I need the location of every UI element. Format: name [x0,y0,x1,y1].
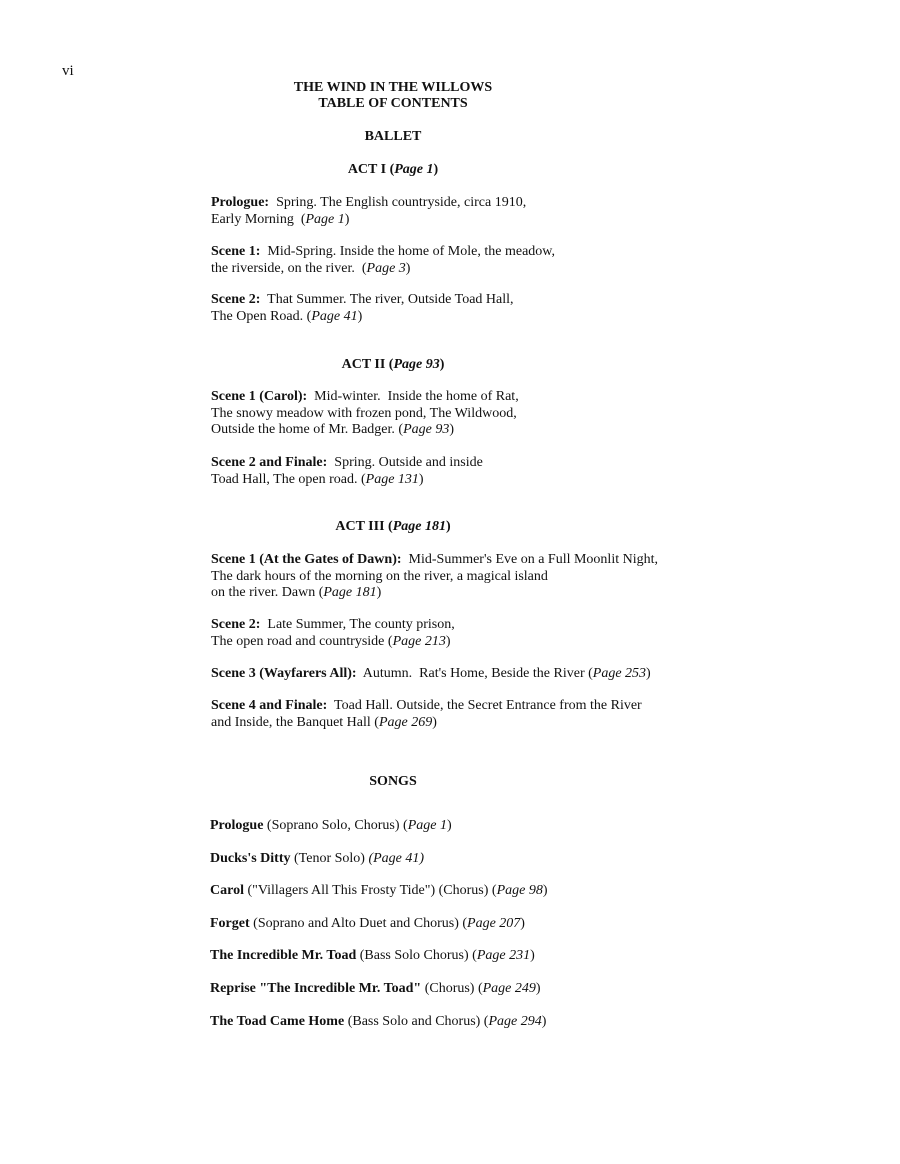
page-ref: Page 269 [378,714,433,730]
entry-text: (Tenor Solo) [290,851,369,866]
entry-text: on the river. Dawn ( [211,585,324,600]
entry-text: ) [432,714,437,730]
scene-line [211,634,455,651]
page-ref: Page 41 [311,308,358,324]
page-ref: Page 181 [323,585,377,600]
entry-text: Outside the home of Mr. Badger. ( [211,422,404,437]
entry-title: The Toad Came Home [210,1014,345,1029]
entry-title: Ducks's Ditty [210,851,291,866]
entry-text: Toad Hall. Outside, the Secret Entrance from the River [327,698,642,713]
scene-title: Scene 1: [211,244,261,259]
act-heading [0,357,786,374]
entry-text: (Soprano and Alto Duet and Chorus) ( [249,916,468,931]
act-close: ) [433,162,439,177]
scene-line [211,585,658,602]
document-subtitle: TABLE OF CONTENTS [318,96,468,111]
scene-line [211,406,519,423]
entry-text: The open road and countryside ( [211,633,393,649]
scene-line [211,244,555,261]
entry-text: and Inside, the Banquet Hall ( [211,714,379,730]
page-ref: (Page 41) [368,851,425,866]
entry-text: ) [405,260,411,276]
page-ref: Page 93 [403,422,450,437]
scene-entry [211,389,519,439]
scene-entry [211,698,642,731]
song-entry [210,916,525,933]
entry-text: ) [449,422,455,437]
act-close: ) [439,357,445,372]
act-heading [0,519,786,536]
entry-text: The snowy meadow with frozen pond, The Wildwood, [211,405,517,421]
scene-line [211,472,483,489]
scene-title: Scene 1 (Carol): [211,389,308,404]
entry-text: Mid-Spring. Inside the home of Mole, the meadow, [260,244,555,259]
scene-title: Scene 2 and Finale: [211,455,328,470]
entry-text: ) [357,308,363,324]
scene-line [211,455,483,472]
act-heading [0,162,786,179]
scene-line [211,617,455,634]
scene-line [211,212,526,229]
entry-text: the riverside, on the river. ( [211,260,367,276]
page-ref: Page 294 [488,1014,542,1029]
ballet-heading: BALLET [364,129,422,144]
entry-text: ) [344,211,350,227]
song-entry [210,1014,546,1031]
entry-text: ) [542,883,548,898]
scene-line [211,389,519,406]
entry-text: (Soprano Solo, Chorus) ( [263,818,408,833]
entry-text: Spring. Outside and inside [327,455,483,470]
entry-text: (Bass Solo and Chorus) ( [344,1014,489,1029]
entry-text: ) [445,633,451,649]
scene-title: Scene 1 (At the Gates of Dawn): [211,552,402,567]
page-ref: Page 131 [365,471,419,487]
scene-entry [211,244,555,277]
entry-text: (Bass Solo Chorus) ( [356,948,477,963]
act-page-ref: Page 93 [393,357,440,372]
entry-text: ) [376,585,382,600]
page-ref: Page 1 [407,818,447,833]
page-ref: Page 1 [305,211,345,227]
scene-line [211,309,514,326]
page-ref: Page 207 [467,916,521,931]
page-ref: Page 98 [496,883,543,898]
scene-line [211,666,651,683]
page-ref: Page 3 [366,260,406,276]
scene-entry [211,617,455,650]
entry-text: Mid-Summer's Eve on a Full Moonlit Night, [401,552,658,567]
scene-entry [211,552,658,602]
entry-title: The Incredible Mr. Toad [210,948,357,963]
entry-title: Prologue [210,818,264,833]
scene-entry [211,666,651,683]
entry-text: Mid-winter. Inside the home of Rat, [307,389,519,404]
entry-text: ) [446,818,452,833]
act-page-ref: Page 1 [394,162,434,177]
entry-text: ) [646,666,651,681]
entry-text: ) [535,981,541,996]
page-ref: Page 249 [482,981,536,996]
page-number: vi [62,63,74,79]
entry-text: Toad Hall, The open road. ( [211,471,366,487]
entry-text: ("Villagers All This Frosty Tide") (Chorus) ( [243,883,497,898]
page-ref: Page 213 [392,633,446,649]
scene-line [211,292,514,309]
scene-entry [211,455,483,488]
entry-text: ) [418,471,424,487]
scene-entry [211,195,526,228]
scene-line [211,698,642,715]
entry-text: Spring. The English countryside, circa 1910, [269,195,527,210]
songs-heading: SONGS [369,774,417,789]
scene-title: Prologue: [211,195,270,210]
entry-title: Reprise "The Incredible Mr. Toad" [210,981,422,996]
song-entry [210,818,452,835]
scene-line [211,422,519,439]
entry-text: That Summer. The river, Outside Toad Hall, [260,292,514,307]
scene-title: Scene 2: [211,617,261,632]
scene-title: Scene 3 (Wayfarers All): [211,666,357,681]
entry-text: ) [530,948,535,963]
entry-text: (Chorus) ( [421,981,483,996]
entry-text: The Open Road. ( [211,308,312,324]
scene-line [211,552,658,569]
entry-text: ) [520,916,525,931]
act-label: ACT II ( [341,357,394,372]
act-label: ACT I ( [347,162,395,177]
scene-title: Scene 2: [211,292,261,307]
document-title: THE WIND IN THE WILLOWS [293,80,493,95]
act-page-ref: Page 181 [392,519,446,534]
scene-entry [211,292,514,325]
scene-line [211,715,642,732]
page-ref: Page 231 [476,948,531,963]
entry-text: The dark hours of the morning on the river, a magical island [211,568,548,584]
scene-line [211,261,555,278]
entry-text: ) [541,1014,547,1029]
entry-title: Forget [210,916,250,931]
entry-title: Carol [210,883,244,898]
entry-text: Autumn. Rat's Home, Beside the River ( [356,666,593,681]
song-entry [210,948,535,965]
entry-text: Early Morning ( [211,211,306,227]
entry-text: Late Summer, The county prison, [260,617,455,632]
page-ref: Page 253 [592,666,647,681]
act-close: ) [445,519,451,534]
scene-line [211,195,526,212]
act-label: ACT III ( [335,519,393,534]
scene-line [211,569,658,586]
song-entry [210,851,424,868]
scene-title: Scene 4 and Finale: [211,698,328,713]
song-entry [210,883,548,900]
song-entry [210,981,541,998]
